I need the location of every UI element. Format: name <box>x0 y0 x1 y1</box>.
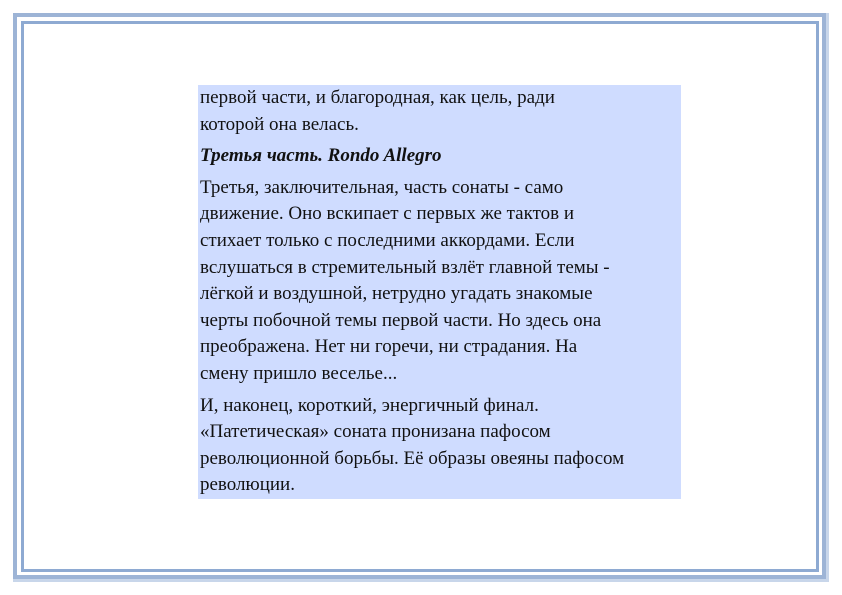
section-heading <box>200 143 681 170</box>
text-line: первой части, и благородная, как цель, ради <box>200 87 555 108</box>
text-line: революционной борьбы. Её образы овеяны пафосом <box>200 447 625 469</box>
text-block <box>198 85 681 499</box>
paragraph-third-part <box>200 175 681 388</box>
text-line: которой она велась. <box>200 113 359 135</box>
slide-frame-shadow-bottom <box>13 579 829 582</box>
text-line: вслушаться в стремительный взлёт главной темы - <box>200 256 610 278</box>
text-line: революции. <box>200 474 295 496</box>
text-line: лёгкой и воздушной, нетрудно угадать знакомые <box>200 283 593 305</box>
text-line: Третья, заключительная, часть сонаты - само <box>200 176 564 198</box>
text-line: черты побочной темы первой части. Но здесь она <box>200 309 602 331</box>
text-line: «Патетическая» соната пронизана пафосом <box>200 421 551 443</box>
slide-frame-shadow-right <box>826 13 829 579</box>
paragraph-finale <box>200 393 681 499</box>
heading-line: Третья часть. Rondo Allegro <box>200 145 442 167</box>
text-line: смену пришло веселье... <box>200 362 398 384</box>
text-line: стихает только с последними аккордами. Если <box>200 229 575 251</box>
text-line: движение. Оно вскипает с первых же тактов и <box>200 203 575 225</box>
text-line: И, наконец, короткий, энергичный финал. <box>200 394 539 416</box>
paragraph-intro-end <box>200 85 681 138</box>
text-line: преображена. Нет ни горечи, ни страдания. На <box>200 336 578 358</box>
